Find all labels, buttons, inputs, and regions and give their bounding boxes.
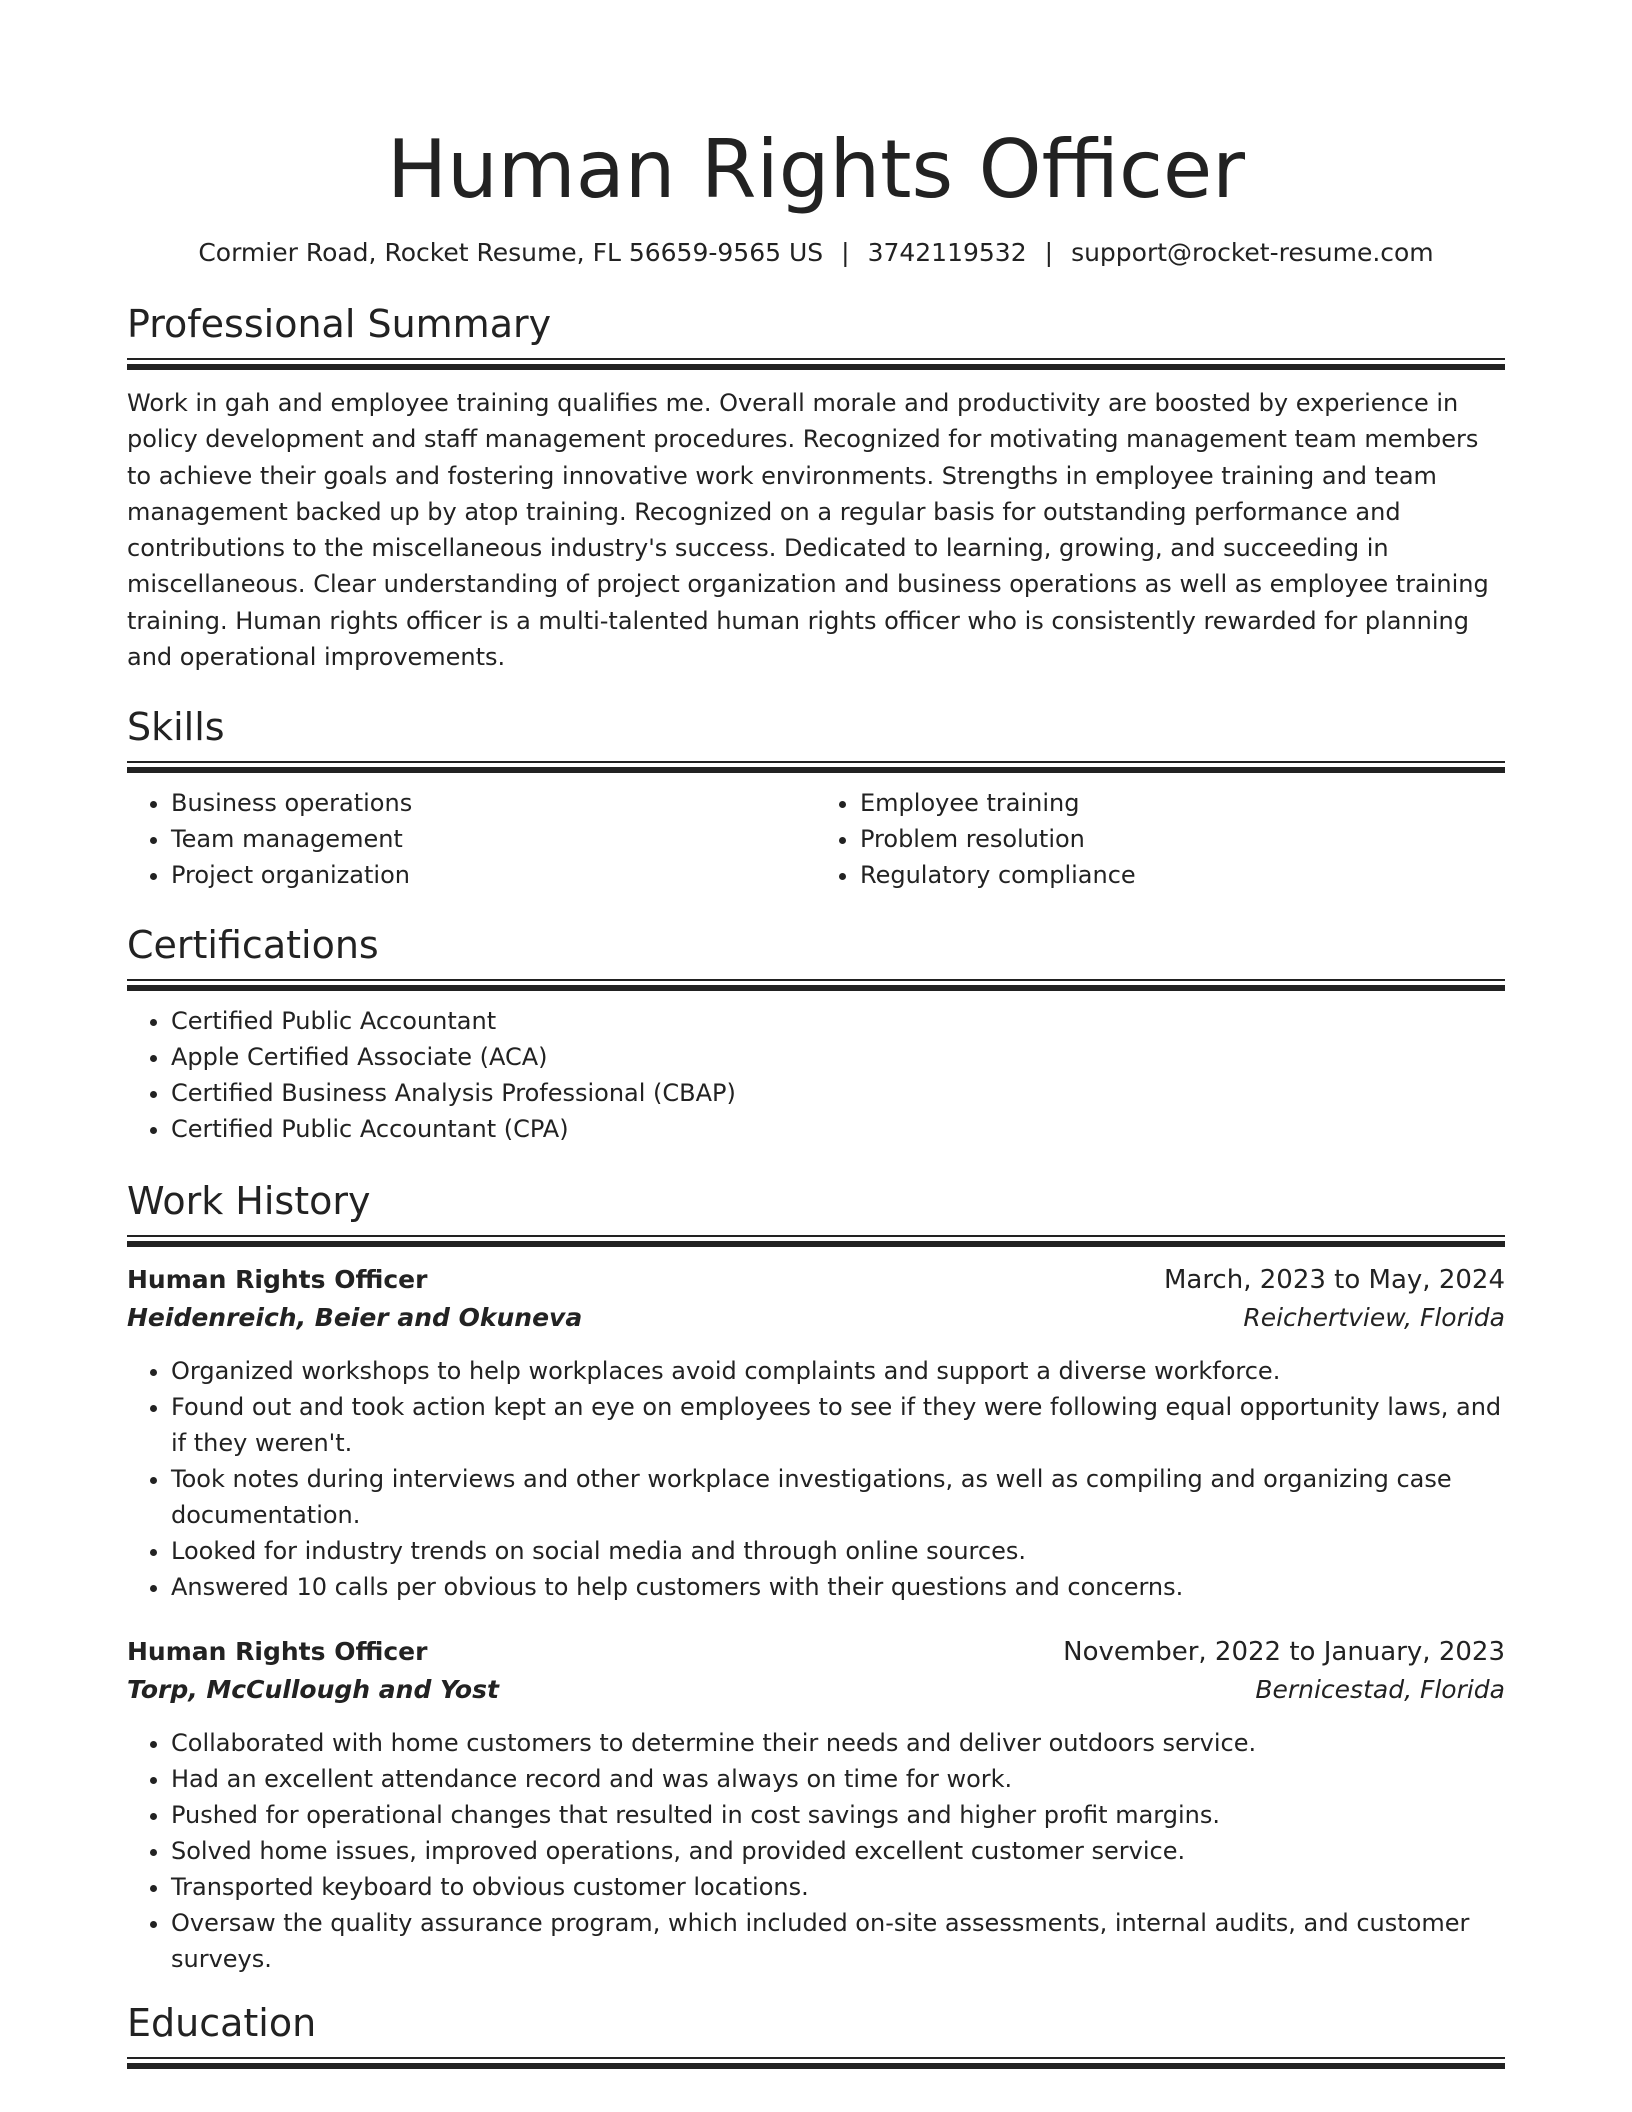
job-location: Bernicestad, Florida <box>1255 1675 1505 1705</box>
skills-list-right <box>816 785 1505 893</box>
summary-section <box>127 300 1505 675</box>
section-title-education: Education <box>127 2001 317 2046</box>
section-divider <box>127 358 1505 370</box>
job-entry <box>127 1633 1505 1977</box>
list-item: • Project organization <box>171 857 816 893</box>
certifications-list <box>127 1003 1505 1147</box>
education-section <box>127 1999 1505 2069</box>
list-item: • Oversaw the quality assurance program, which included on-site assessments, internal audits, and customer surveys. <box>171 1905 1505 1977</box>
section-title-skills: Skills <box>127 705 225 750</box>
job-subheader <box>127 1671 1505 1709</box>
contact-line <box>127 236 1505 270</box>
list-item: • Took notes during interviews and other workplace investigations, as well as compiling and organizing case documentation. <box>171 1461 1505 1533</box>
section-divider <box>127 1235 1505 1247</box>
list-item: • Answered 10 calls per obvious to help customers with their questions and concerns. <box>171 1569 1505 1605</box>
skills-columns <box>127 785 1505 893</box>
skills-section <box>127 703 1505 893</box>
section-title-summary: Professional Summary <box>127 302 552 346</box>
job-header <box>127 1633 1505 1671</box>
contact-separator: | <box>841 238 850 267</box>
section-divider <box>127 2057 1505 2069</box>
job-title: Human Rights Officer <box>127 1637 428 1667</box>
list-item: • Found out and took action kept an eye on employees to see if they were following equal opportunity laws, and if they weren't. <box>171 1389 1505 1461</box>
job-dates: November, 2022 to January, 2023 <box>1063 1637 1505 1668</box>
list-item: • Certified Public Accountant (CPA) <box>171 1111 1505 1147</box>
list-item: • Certified Public Accountant <box>171 1003 1505 1039</box>
list-item: • Certified Business Analysis Professional (CBAP) <box>171 1075 1505 1111</box>
candidate-name: Human Rights Officer <box>386 123 1246 216</box>
job-header <box>127 1261 1505 1299</box>
job-bullets <box>127 1353 1505 1605</box>
contact-email: support@rocket-resume.com <box>1071 238 1434 267</box>
list-item: • Business operations <box>171 785 816 821</box>
list-item: • Transported keyboard to obvious customer locations. <box>171 1869 1505 1905</box>
list-item: • Organized workshops to help workplaces avoid complaints and support a diverse workforce. <box>171 1353 1505 1389</box>
section-title-work-history: Work History <box>127 1179 371 1224</box>
skills-list-left <box>127 785 816 893</box>
job-location: Reichertview, Florida <box>1243 1303 1505 1333</box>
work-history-section <box>127 1177 1505 1977</box>
list-item: • Regulatory compliance <box>860 857 1505 893</box>
job-subheader <box>127 1299 1505 1337</box>
contact-address: Cormier Road, Rocket Resume, FL 56659-9565 US <box>198 238 824 267</box>
list-item: • Pushed for operational changes that resulted in cost savings and higher profit margins. <box>171 1797 1505 1833</box>
summary-text: Work in gah and employee training qualifies me. Overall morale and productivity are boosted by experience in policy development and staff management procedures. Recognized for motivating management team members to achieve their goals and fostering innovative work environments. Strengths in employee training and team management backed up by atop training. Recognized on a regular basis for outstanding performance and contributions to the miscellaneous industry's success. Dedicated to learning, growing, and succeeding in miscellaneous. Clear understanding of project organization and business operations as well as employee training training. Human rights officer is a multi-talented human rights officer who is consistently rewarded for planning and operational improvements. <box>127 389 1489 672</box>
list-item: • Problem resolution <box>860 821 1505 857</box>
list-item: • Employee training <box>860 785 1505 821</box>
job-dates: March, 2023 to May, 2024 <box>1163 1265 1505 1296</box>
section-title-certifications: Certifications <box>127 923 379 968</box>
list-item: • Apple Certified Associate (ACA) <box>171 1039 1505 1075</box>
contact-separator: | <box>1044 238 1054 267</box>
list-item: • Solved home issues, improved operations, and provided excellent customer service. <box>171 1833 1505 1869</box>
list-item: • Looked for industry trends on social media and through online sources. <box>171 1533 1505 1569</box>
job-title: Human Rights Officer <box>127 1265 428 1295</box>
list-item: • Collaborated with home customers to determine their needs and deliver outdoors service. <box>171 1725 1505 1761</box>
section-divider <box>127 979 1505 991</box>
job-bullets <box>127 1725 1505 1977</box>
job-company: Torp, McCullough and Yost <box>127 1675 499 1705</box>
contact-phone: 3742119532 <box>867 238 1027 267</box>
certifications-section <box>127 921 1505 1147</box>
section-divider <box>127 761 1505 773</box>
list-item: • Team management <box>171 821 816 857</box>
job-entry <box>127 1261 1505 1605</box>
list-item: • Had an excellent attendance record and was always on time for work. <box>171 1761 1505 1797</box>
job-company: Heidenreich, Beier and Okuneva <box>127 1303 583 1333</box>
